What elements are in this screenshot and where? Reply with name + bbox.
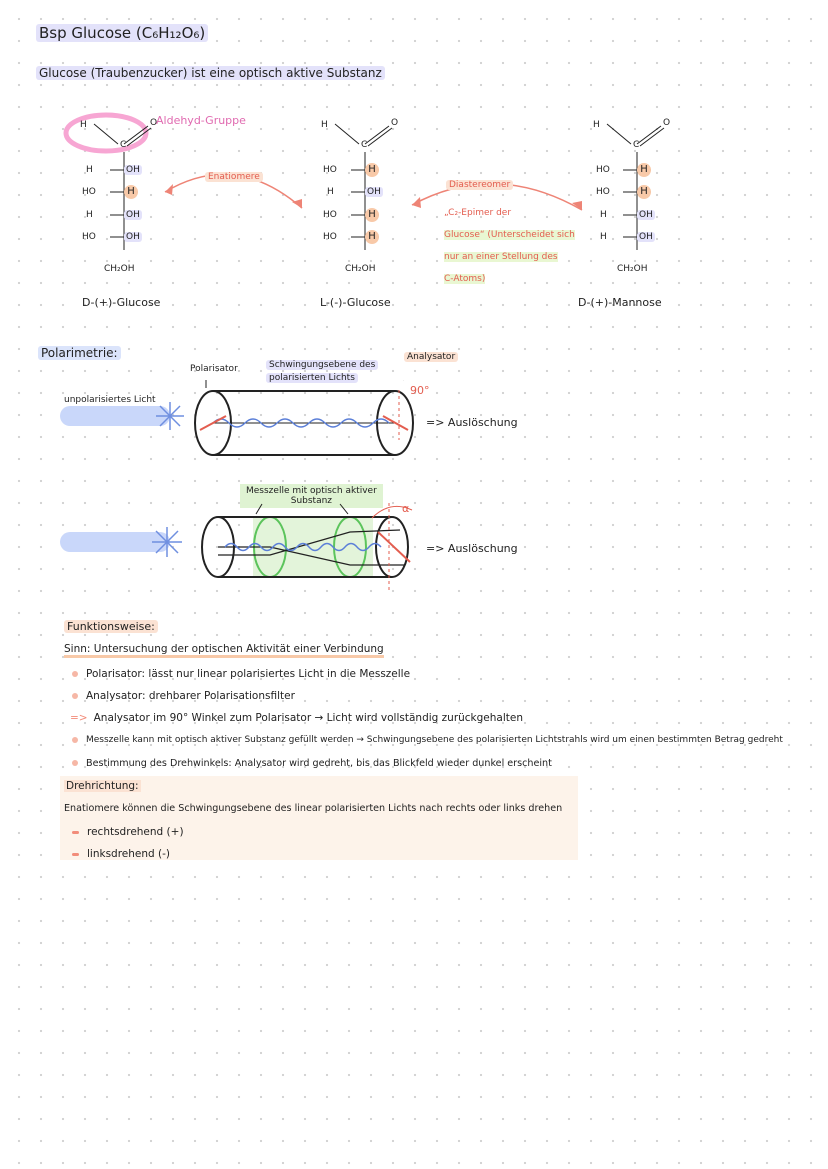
m2-r1-right: H (365, 163, 379, 177)
polarimetrie-heading: Polarimetrie: (38, 346, 121, 360)
m3-r4-left: H (600, 232, 607, 242)
m2-c: C (361, 140, 368, 150)
m3-r1-right: H (637, 163, 651, 177)
m2-bottom: CH₂OH (345, 264, 376, 274)
m3-r4-right: OH (639, 232, 653, 242)
m2-r4-right: H (365, 230, 379, 244)
diastereomere-label: Diastereomer (446, 180, 513, 190)
schwingung-label-1: Schwingungsebene des (266, 360, 378, 370)
drehrichtung-text: Enatiomere können die Schwingungsebene des linear polarisierten Lichts nach rechts oder links drehen (64, 803, 563, 814)
m1-r1-right: OH (126, 165, 140, 175)
m3-h-top: H (593, 120, 600, 130)
m1-bottom: CH₂OH (104, 264, 135, 274)
schwingung-label-2: polarisierten Lichts (266, 373, 358, 383)
m2-r3-left: HO (323, 210, 337, 220)
tube-1 (195, 380, 413, 455)
m1-name: D-(+)-Glucose (82, 296, 161, 309)
m2-r2-right: OH (367, 187, 381, 197)
m3-bottom: CH₂OH (617, 264, 648, 274)
list-item: Messzelle kann mit optisch aktiver Substanz gefüllt werden → Schwingungsebene des polarisierten Lichtstrahls wird um einen bestimmten Betrag gedreht (72, 735, 783, 745)
messzelle-label: Messzelle mit optisch aktiver Substanz (240, 484, 383, 508)
m1-r4-right: OH (126, 232, 140, 242)
m3-r2-right: H (637, 185, 651, 199)
star-1 (156, 402, 184, 430)
epimer-line-4: C-Atoms) (444, 274, 486, 284)
aldehyd-ellipse (66, 115, 146, 151)
m3-r1-left: HO (596, 165, 610, 175)
result-2: => Auslöschung (426, 542, 518, 555)
m3-name: D-(+)-Mannose (578, 296, 662, 309)
list-item: Analysator: drehbarer Polarisationsfilter (72, 690, 295, 702)
m1-h-top: H (80, 120, 87, 130)
page-title: Bsp Glucose (C₆H₁₂O₆) (36, 24, 208, 42)
sinn-text: Sinn: Untersuchung der optischen Aktivität einer Verbindung (64, 643, 384, 655)
enantiomere-label: Enatiomere (205, 172, 263, 182)
polarimeter-diagrams (0, 380, 828, 600)
light-beam-1 (60, 406, 170, 426)
list-item: Polarisator: lässt nur linear polarisiertes Licht in die Messzelle (72, 668, 410, 680)
epimer-line-1: „C₂-Epimer der (444, 208, 512, 218)
m3-c: C (633, 140, 640, 150)
m1-r1-left: H (86, 165, 93, 175)
star-2 (152, 527, 182, 557)
polarisator-label: Polarisator (190, 364, 238, 374)
aldehyd-label: Aldehyd-Gruppe (156, 114, 246, 127)
m3-o: O (663, 118, 671, 128)
list-item: => Analysator im 90° Winkel zum Polarisator → Licht wird vollständig zurückgehalten (70, 712, 524, 724)
m2-r2-left: H (327, 187, 334, 197)
m1-r2-left: HO (82, 187, 96, 197)
list-item: Bestimmung des Drehwinkels: Analysator wird gedreht, bis das Blickfeld wieder dunkel erscheint (72, 758, 552, 769)
list-item: rechtsdrehend (+) (72, 826, 184, 838)
unpolarisiert-label: unpolarisiertes Licht (64, 395, 156, 405)
tube-2 (202, 503, 412, 590)
m2-h-top: H (321, 120, 328, 130)
angle-label: 90° (410, 384, 430, 397)
m3-r3-right: OH (639, 210, 653, 220)
m1-r3-right: OH (126, 210, 140, 220)
analysator-label: Analysator (404, 352, 458, 362)
m2-r3-right: H (365, 208, 379, 222)
result-1: => Auslöschung (426, 416, 518, 429)
m1-r3-left: H (86, 210, 93, 220)
m2-r1-left: HO (323, 165, 337, 175)
m1-r2-right: H (124, 185, 138, 199)
m1-o: O (150, 118, 158, 128)
m2-name: L-(-)-Glucose (320, 296, 391, 309)
alpha-label: α (402, 502, 410, 515)
m2-o: O (391, 118, 399, 128)
m3-r3-left: H (600, 210, 607, 220)
funktion-heading: Funktionsweise: (64, 620, 158, 633)
intro-text: Glucose (Traubenzucker) ist eine optisch aktive Substanz (36, 66, 385, 80)
list-item: linksdrehend (-) (72, 848, 170, 860)
m3-r2-left: HO (596, 187, 610, 197)
epimer-line-3: nur an einer Stellung des (444, 252, 558, 262)
m1-r4-left: HO (82, 232, 96, 242)
drehrichtung-heading: Drehrichtung: (66, 780, 139, 792)
m2-r4-left: HO (323, 232, 337, 242)
epimer-line-2: Glucose“ (Unterscheidet sich (444, 230, 575, 240)
m1-c: C (120, 140, 127, 150)
